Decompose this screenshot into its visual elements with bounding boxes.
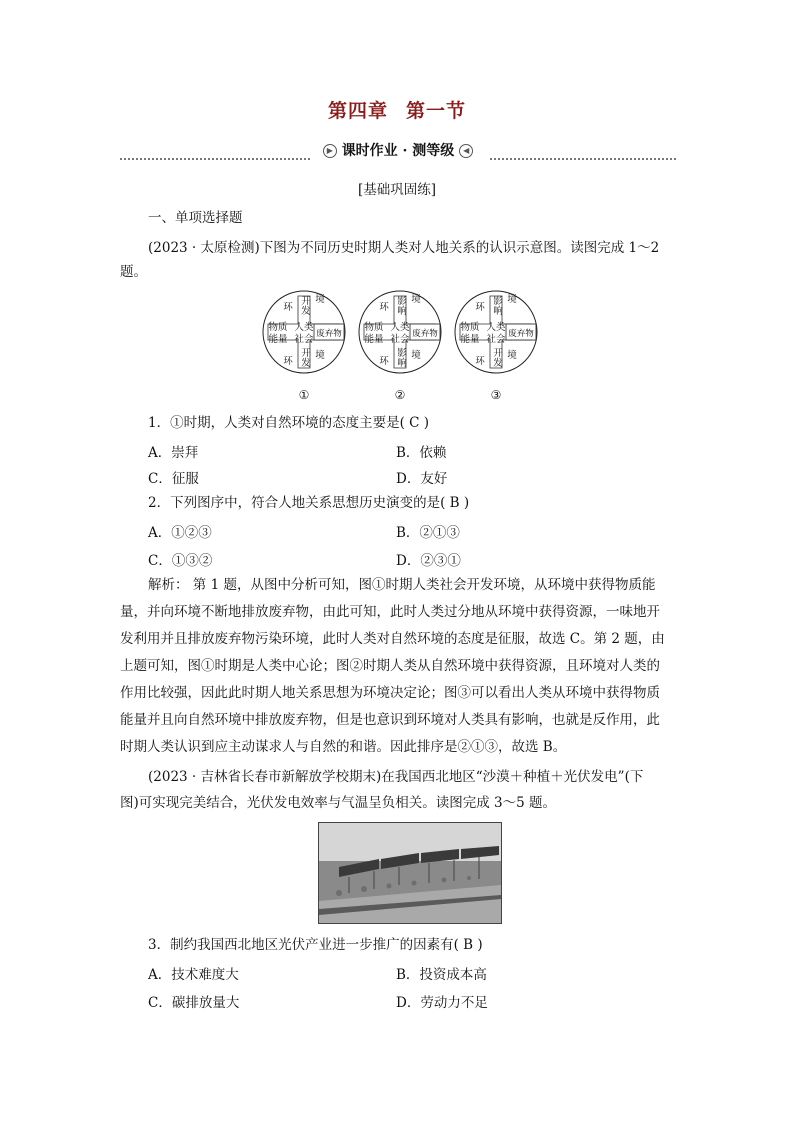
- diagram-text: 能量: [268, 334, 288, 345]
- diagram-text: 物质: [268, 322, 288, 333]
- banner-divider-left: [120, 158, 310, 160]
- diagram-text: 境: [315, 350, 325, 361]
- diagram-text: 发: [301, 358, 311, 369]
- q2-option-d[interactable]: D．②③①: [396, 553, 461, 569]
- diagram-label: ①: [298, 388, 310, 402]
- q3-option-b[interactable]: B．投资成本高: [396, 967, 487, 983]
- diagram-text: 发: [493, 358, 503, 369]
- diagram-text: 人类: [294, 322, 314, 333]
- diagram-text: 人类: [486, 322, 506, 333]
- diagram-circle: [263, 291, 345, 402]
- diagram-text: 社会: [486, 334, 506, 345]
- diagram-circle: [359, 291, 441, 402]
- diagram-text: 影: [493, 296, 503, 307]
- diagram-text: 响: [397, 306, 407, 317]
- diagram-text: 境: [507, 350, 517, 361]
- question-intro2-line2: 图)可实现完美结合，光伏发电效率与气温呈负相关。读图完成 3～5 题。: [120, 795, 557, 811]
- diagram-text: 环: [283, 302, 293, 313]
- section-heading: [基础巩固练]: [357, 182, 437, 198]
- solar-farm-photo: [318, 822, 502, 924]
- diagram-text: 响: [397, 358, 407, 369]
- banner-divider-right: [490, 158, 676, 160]
- diagram-text: 废弃物: [508, 329, 534, 339]
- q1-option-c[interactable]: C．征服: [148, 471, 199, 487]
- q1-option-a[interactable]: A．崇拜: [148, 445, 199, 461]
- diagram-text: 废弃物: [412, 329, 438, 339]
- q3-option-d[interactable]: D．劳动力不足: [396, 995, 488, 1011]
- diagram-text: 环: [475, 302, 485, 313]
- diagram-text: 物质: [460, 322, 480, 333]
- analysis-line: 上题可知，图①时期是人类中心论；图②时期人类从自然环境中获得资源，且环境对人类的: [120, 658, 660, 674]
- q2-stem: 2．下列图序中，符合人地关系思想历史演变的是( B ): [148, 495, 470, 511]
- diagram-text: 影: [397, 296, 407, 307]
- diagram-text: 能量: [364, 334, 384, 345]
- analysis-line: 解析： 第 1 题，从图中分析可知，图①时期人类社会开发环境，从环境中获得物质能: [148, 577, 656, 593]
- diagram-text: 境: [411, 294, 421, 305]
- q3-stem: 3．制约我国西北地区光伏产业进一步推广的因素有( B ): [148, 937, 483, 953]
- analysis-block: [120, 575, 680, 764]
- diagram-text: 社会: [294, 334, 314, 345]
- diagram-circle: [455, 291, 537, 402]
- human-land-diagram: [262, 286, 562, 404]
- q1-stem: 1．①时期，人类对自然环境的态度主要是( C ): [148, 415, 430, 431]
- diagram-text: 环: [475, 356, 485, 367]
- diagram-text: 开: [301, 296, 311, 307]
- section-title: 第一节: [406, 100, 467, 122]
- q1-option-b[interactable]: B．依赖: [396, 445, 447, 461]
- diagram-text: 开: [301, 348, 311, 359]
- diagram-text: 开: [493, 348, 503, 359]
- diagram-text: 物质: [364, 322, 384, 333]
- q3-option-c[interactable]: C．碳排放量大: [148, 995, 240, 1011]
- diagram-text: 影: [397, 348, 407, 359]
- analysis-line: 发利用并且排放废弃物污染环境，此时人类对自然环境的态度是征服，故选 C。第 2 题，由: [120, 631, 665, 647]
- question-intro-line1: (2023 · 太原检测)下图为不同历史时期人类对人地关系的认识示意图。读图完成 1～2: [148, 240, 660, 256]
- q3-option-a[interactable]: A．技术难度大: [148, 967, 239, 983]
- diagram-text: 境: [315, 294, 325, 305]
- question-intro2-line1: (2023 · 吉林省长春市新解放学校期末)在我国西北地区“沙漠＋种植＋光伏发电”(下: [148, 769, 644, 785]
- analysis-line: 作用比较强，因此此时期人地关系思想为环境决定论；图③可以看出人类从环境中获得物质: [120, 685, 660, 701]
- diagram-text: 响: [493, 306, 503, 317]
- diagram-text: 社会: [390, 334, 410, 345]
- diagram-text: 环: [283, 356, 293, 367]
- diagram-text: 能量: [460, 334, 480, 345]
- analysis-line: 量，并向环境不断地排放废弃物，由此可知，此时人类过分地从环境中获得资源，一味地开: [120, 604, 660, 620]
- diagram-text: 废弃物: [316, 329, 342, 339]
- q2-option-c[interactable]: C．①③②: [148, 553, 213, 569]
- diagram-label: ②: [394, 388, 406, 402]
- diagram-text: 境: [411, 350, 421, 361]
- diagram-text: 发: [301, 306, 311, 317]
- q2-option-b[interactable]: B．②①③: [396, 525, 460, 541]
- page-title: [0, 96, 794, 123]
- q1-option-d[interactable]: D．友好: [396, 471, 448, 487]
- diagram-text: 人类: [390, 322, 410, 333]
- diagram-text: 环: [379, 302, 389, 313]
- homework-banner: [306, 140, 490, 162]
- analysis-line: 能量并且向自然环境中排放废弃物，但是也意识到环境对人类具有影响，也就是反作用，此: [120, 712, 660, 728]
- diagram-label: ③: [490, 388, 502, 402]
- part-heading: 一、单项选择题: [148, 210, 243, 226]
- play-right-icon: ▶: [323, 144, 337, 158]
- diagram-text: 环: [379, 356, 389, 367]
- banner-label: 课时作业 · 测等级: [341, 143, 455, 159]
- q2-option-a[interactable]: A．①②③: [148, 525, 212, 541]
- diagram-text: 境: [507, 294, 517, 305]
- question-intro-line2: 题。: [120, 264, 147, 280]
- analysis-line: 时期人类认识到应主动谋求人与自然的和谐。因此排序是②①③，故选 B。: [120, 739, 567, 755]
- chapter-title: 第四章: [327, 100, 388, 122]
- play-left-icon: ◀: [459, 144, 473, 158]
